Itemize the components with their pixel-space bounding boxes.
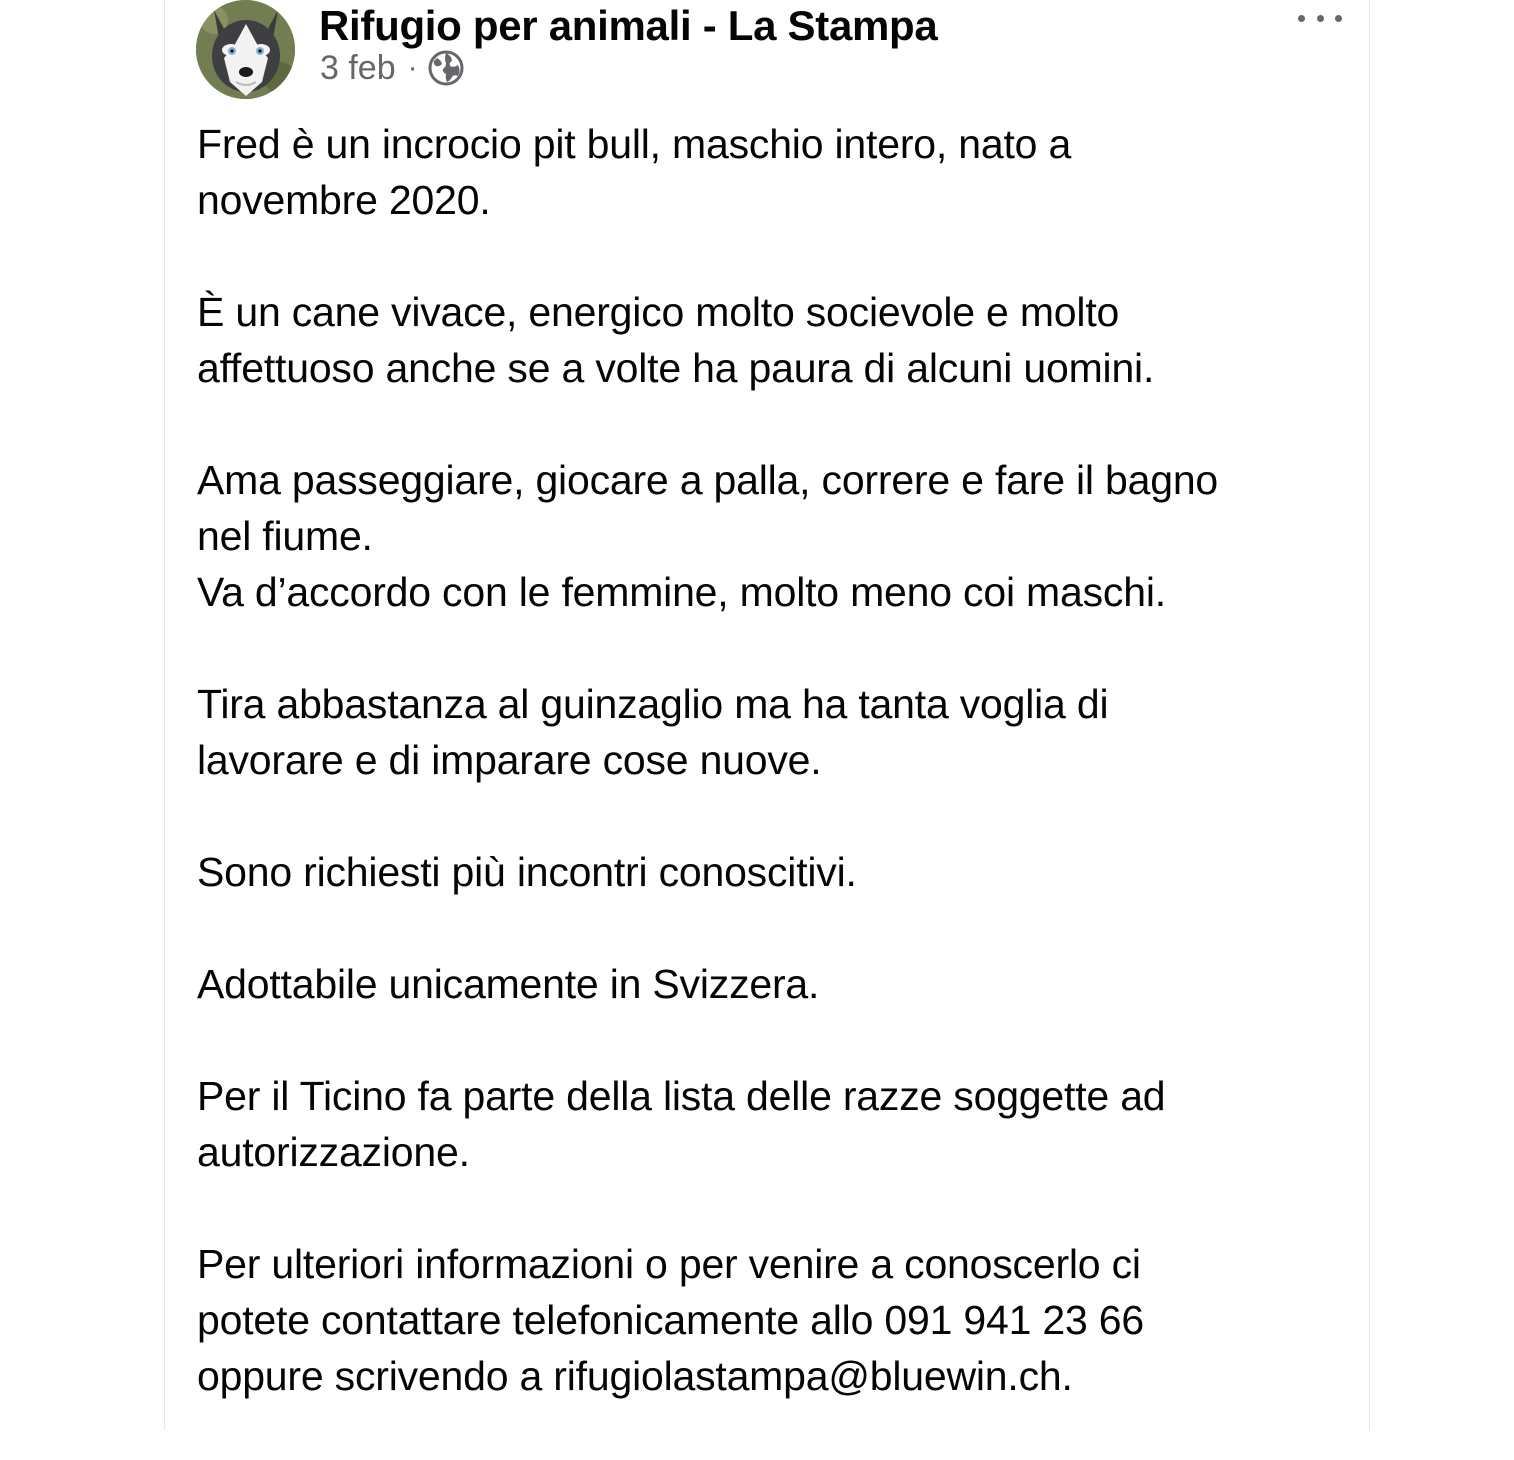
paragraph (197, 1068, 1327, 1180)
paragraph (197, 956, 1327, 1012)
post-date[interactable]: 3 feb (320, 48, 396, 87)
paragraph (197, 1236, 1327, 1404)
text-line: autorizzazione. (197, 1129, 470, 1175)
globe-icon (428, 50, 464, 86)
text-line: Fred è un incrocio pit bull, maschio intero, nato a (197, 121, 1072, 167)
more-options-button[interactable] (1298, 8, 1342, 28)
text-line: nel fiume. (197, 513, 373, 559)
paragraph (197, 452, 1327, 620)
text-line: oppure scrivendo a rifugiolastampa@bluewin.ch. (197, 1353, 1073, 1399)
text-line: novembre 2020. (197, 177, 491, 223)
paragraph (197, 116, 1327, 228)
paragraph (197, 844, 1327, 900)
more-options-icon (1317, 15, 1324, 22)
post-meta (320, 48, 464, 88)
husky-avatar-icon (196, 0, 295, 99)
post-text (197, 116, 1327, 1460)
page-avatar[interactable] (196, 0, 295, 99)
meta-separator: · (407, 51, 418, 84)
more-options-icon (1335, 15, 1342, 22)
text-line: Per il Ticino fa parte della lista delle razze soggette ad (197, 1073, 1166, 1119)
more-options-icon (1298, 15, 1305, 22)
text-line: Tira abbastanza al guinzaglio ma ha tanta voglia di (197, 681, 1109, 727)
paragraph (197, 284, 1327, 396)
paragraph (197, 676, 1327, 788)
text-line: È un cane vivace, energico molto socievole e molto (197, 289, 1120, 335)
text-line: potete contattare telefonicamente allo 091 941 23 66 (197, 1297, 1144, 1343)
text-line: Per ulteriori informazioni o per venire a conoscerlo ci (197, 1241, 1141, 1287)
page-name[interactable]: Rifugio per animali - La Stampa (319, 2, 938, 49)
text-line: Ama passeggiare, giocare a palla, correre e fare il bagno (197, 457, 1219, 503)
text-line: lavorare e di imparare cose nuove. (197, 737, 822, 783)
text-line: Va d’accordo con le femmine, molto meno coi maschi. (197, 569, 1166, 615)
text-line: Sono richiesti più incontri conoscitivi. (197, 849, 857, 895)
text-line: Adottabile unicamente in Svizzera. (197, 961, 820, 1007)
text-line: affettuoso anche se a volte ha paura di alcuni uomini. (197, 345, 1155, 391)
